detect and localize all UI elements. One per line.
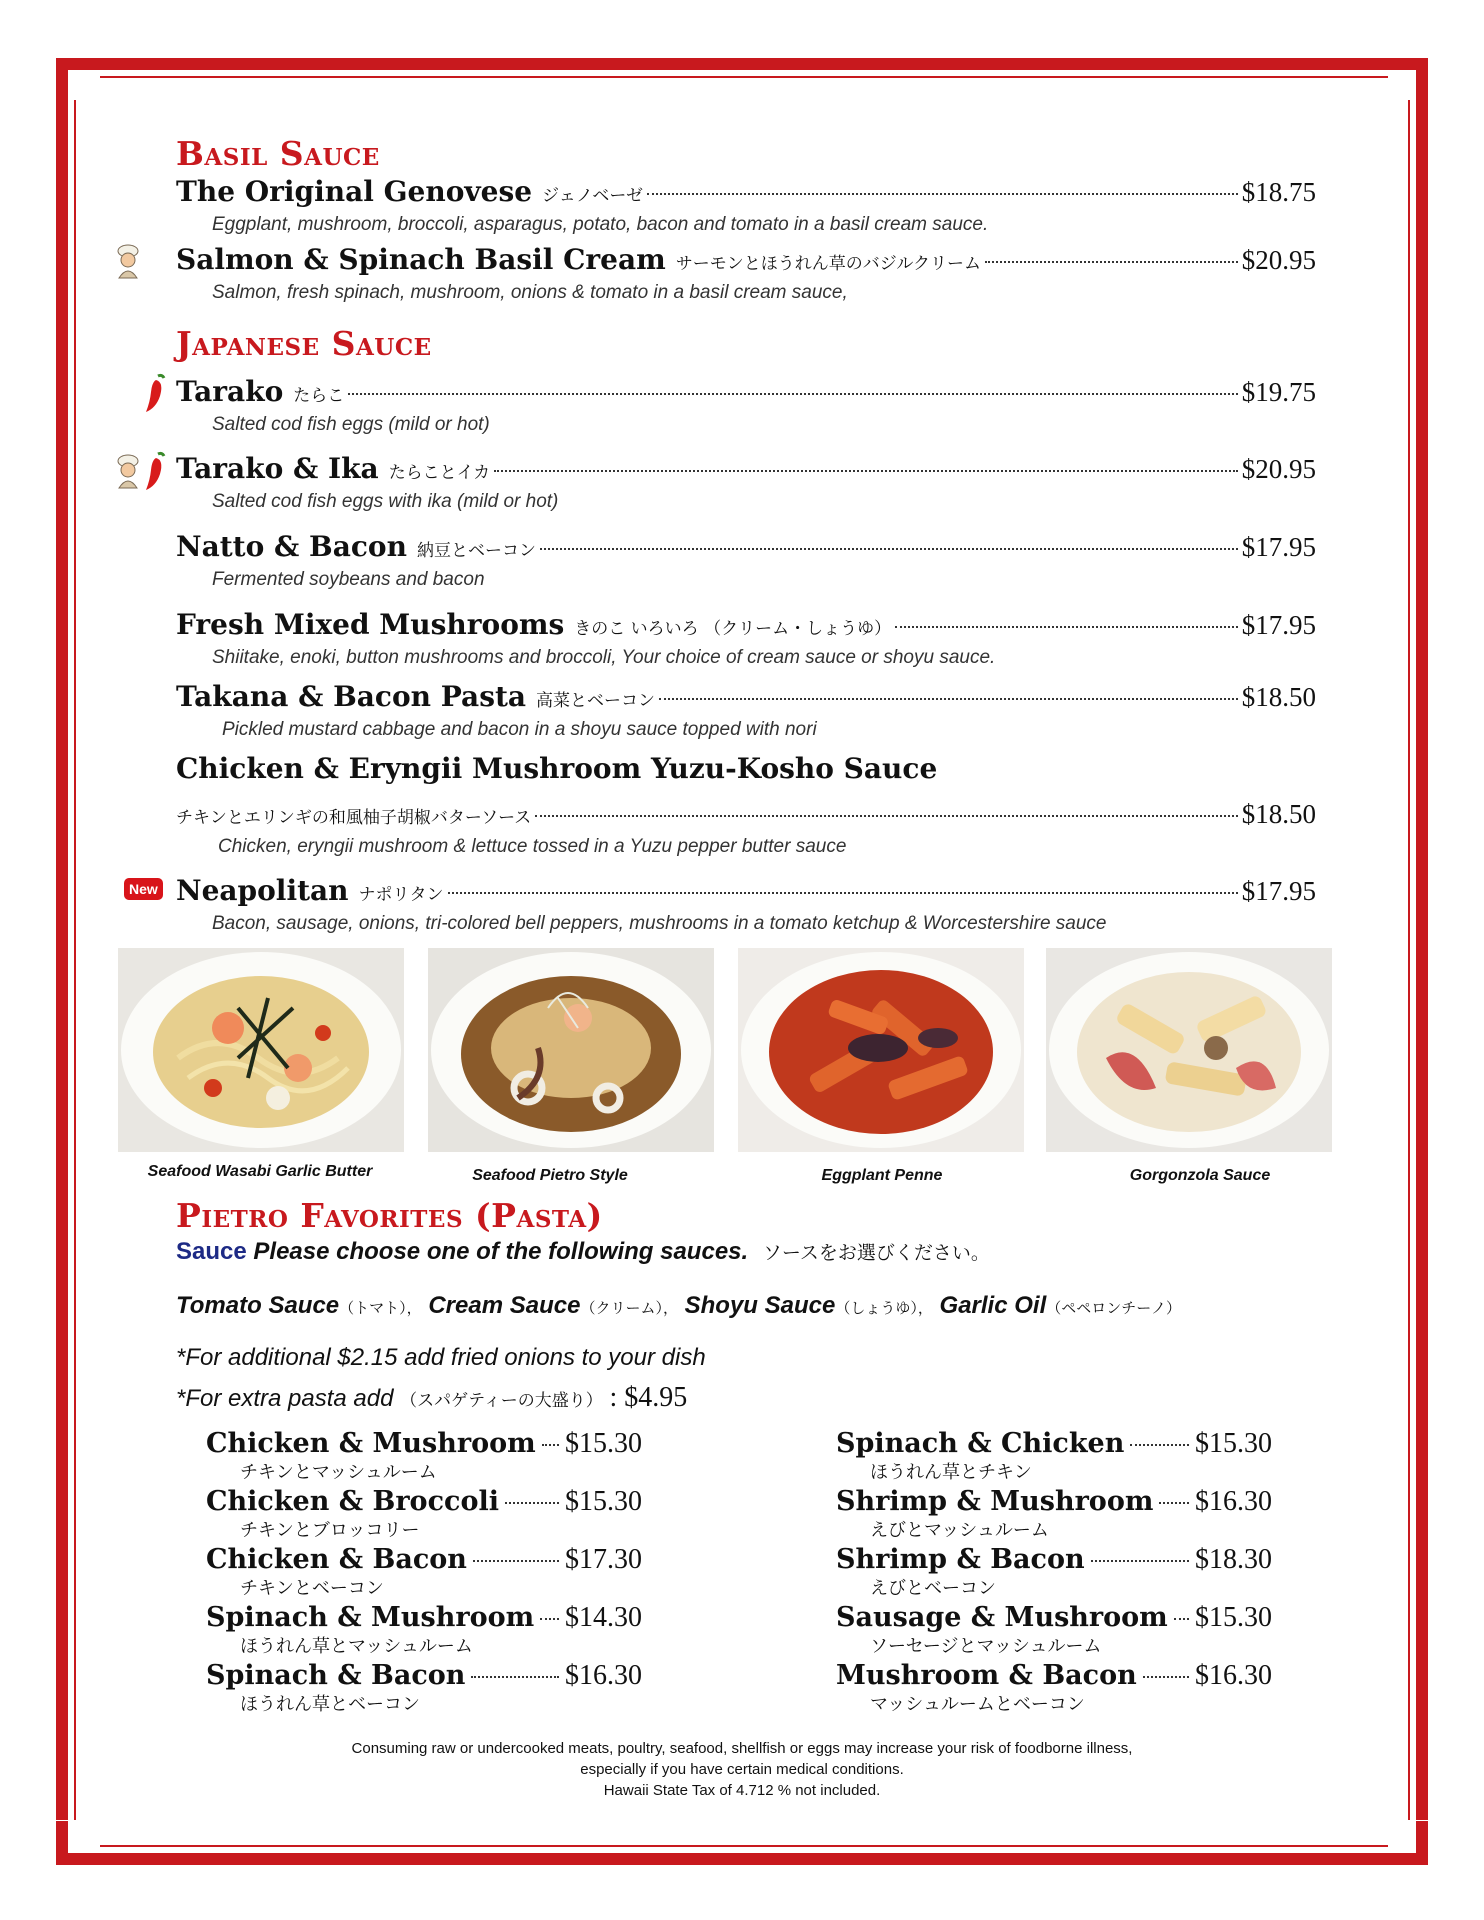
item-price: $17.95 [1241,532,1316,562]
leader-dots [505,1502,559,1504]
frame-corner [1384,58,1428,102]
item-name: Chicken & Eryngii Mushroom Yuzu-Kosho Sauce [176,752,938,785]
dish-photo-gorgonzola [1046,948,1332,1152]
dish-photo-eggplant-penne [738,948,1024,1152]
combo-price: $15.30 [1195,1602,1272,1633]
sauce-option-jp: （クリーム）， [580,1299,678,1317]
leader-dots [985,261,1238,263]
new-badge: New [124,878,163,900]
leader-dots [1159,1502,1189,1504]
leader-dots [448,892,1238,894]
footer-disclaimer [300,1738,1184,1801]
item-price: $18.50 [1241,799,1316,829]
note-extra-pasta-jp: （スパゲティーの大盛り） [400,1391,603,1411]
sauce-option: Tomato Sauce [176,1292,340,1319]
item-price: $20.95 [1241,454,1316,484]
combo-name: Spinach & Chicken [836,1428,1125,1459]
combo-jp: チキンとブロッコリー [240,1520,420,1541]
frame-inner-right [1408,100,1410,1820]
combo-item [836,1486,1272,1542]
item-jp: サーモンとほうれん草のバジルクリーム [675,254,981,274]
item-jp: チキンとエリンギの和風柚子胡椒バターソース [176,808,532,828]
frame-corner [56,1821,100,1865]
combo-name: Shrimp & Bacon [836,1544,1085,1575]
combo-jp: マッシュルームとベーコン [870,1694,1085,1715]
combo-item [206,1486,642,1542]
combo-jp: ほうれん草とチキン [870,1462,1032,1483]
sauce-option: Shoyu Sauce [684,1292,836,1319]
leader-dots [659,698,1238,700]
combo-price: $17.30 [565,1544,642,1575]
footer-line: Consuming raw or undercooked meats, poultry, seafood, shellfish or eggs may increase your risk of foodborne illness, [351,1740,1133,1757]
item-description: Salted cod fish eggs (mild or hot) [212,414,490,435]
combo-jp: えびとベーコン [870,1578,996,1599]
item-price: $20.95 [1241,245,1316,275]
leader-dots [494,470,1238,472]
frame-inner-bottom [100,1845,1388,1847]
item-price: $18.75 [1241,177,1316,207]
item-name: Salmon & Spinach Basil Cream [176,243,666,276]
chef-icon [114,244,142,280]
combo-price: $15.30 [565,1428,642,1459]
photo-caption: Seafood Wasabi Garlic Butter [147,1163,373,1180]
frame-inner-top [100,76,1388,78]
leader-dots [1130,1444,1189,1446]
menu-item [176,175,1316,236]
combo-price: $16.30 [1195,1486,1272,1517]
leader-dots [540,1618,559,1620]
item-description: Pickled mustard cabbage and bacon in a shoyu sauce topped with nori [222,719,817,740]
menu-item [176,452,1316,513]
photo-caption: Gorgonzola Sauce [1129,1167,1271,1184]
item-price: $19.75 [1241,377,1316,407]
item-jp: たらこ [293,386,345,406]
item-name: Tarako [176,375,284,408]
frame-inner-left [74,100,76,1820]
photo-caption: Seafood Pietro Style [472,1167,628,1184]
item-jp: 納豆とベーコン [416,541,536,561]
sauce-instruction-text: Please choose one of the following sauces. [253,1238,749,1265]
leader-dots [895,626,1238,628]
note-fried-onions: *For additional $2.15 add fried onions to your dish [176,1344,706,1371]
combo-price: $15.30 [565,1486,642,1517]
frame-bottom [100,1853,1388,1865]
item-name: The Original Genovese [176,175,533,208]
combo-price: $16.30 [1195,1660,1272,1691]
chili-pepper-icon [142,372,168,414]
footer-tax-line: Hawaii State Tax of 4.712 % not included. [603,1782,881,1799]
combo-jp: ほうれん草とベーコン [240,1694,420,1715]
frame-corner [1384,1821,1428,1865]
combo-name: Chicken & Broccoli [206,1486,499,1517]
leader-dots [348,393,1237,395]
dish-photo-seafood-wasabi [118,948,404,1152]
combo-item [836,1544,1272,1600]
leader-dots [542,1444,559,1446]
item-name: Fresh Mixed Mushrooms [176,608,565,641]
combo-price: $18.30 [1195,1544,1272,1575]
frame-corner [56,58,100,102]
menu-item [176,680,1316,741]
leader-dots [540,548,1238,550]
item-description: Salted cod fish eggs with ika (mild or hot) [212,491,559,512]
item-jp: きのこ いろいろ （クリーム・しょうゆ） [574,619,892,639]
frame-right [1416,100,1428,1820]
item-jp: たらことイカ [388,463,491,483]
item-description: Salmon, fresh spinach, mushroom, onions & tomato in a basil cream sauce, [212,282,848,303]
item-name: Takana & Bacon Pasta [176,680,527,713]
combo-jp: チキンとベーコン [240,1578,384,1599]
combo-name: Chicken & Bacon [206,1544,467,1575]
sauce-instruction-jp: ソースをお選びください。 [762,1242,990,1264]
section-title-japanese: Japanese Sauce [176,324,432,363]
sauce-options [176,1292,1181,1320]
leader-dots [1143,1676,1189,1678]
sauce-label: Sauce [176,1238,247,1265]
item-description: Chicken, eryngii mushroom & lettuce tossed in a Yuzu pepper butter sauce [218,836,847,857]
chili-pepper-icon [142,450,168,492]
menu-item [176,608,1316,669]
combo-name: Spinach & Mushroom [206,1602,535,1633]
section-title-favorites: Pietro Favorites (Pasta) [176,1196,603,1235]
item-price: $18.50 [1241,682,1316,712]
sauce-option-jp: （トマト）， [339,1299,422,1317]
combo-jp: えびとマッシュルーム [870,1520,1049,1541]
combo-item [206,1428,642,1484]
leader-dots [471,1676,559,1678]
combo-name: Spinach & Bacon [206,1660,466,1691]
combo-name: Sausage & Mushroom [836,1602,1168,1633]
combo-item [836,1602,1272,1658]
photo-caption: Eggplant Penne [821,1167,943,1184]
sauce-option: Cream Sauce [428,1292,581,1319]
sauce-option: Garlic Oil [939,1292,1047,1319]
item-description: Eggplant, mushroom, broccoli, asparagus, potato, bacon and tomato in a basil cream sauce. [212,214,989,235]
item-price: $17.95 [1241,876,1316,906]
item-name: Natto & Bacon [176,530,407,563]
note-extra-pasta-text: *For extra pasta add [176,1385,394,1412]
leader-dots [647,193,1238,195]
section-title-basil: Basil Sauce [176,134,380,173]
combo-item [206,1544,642,1600]
combo-jp: ほうれん草とマッシュルーム [240,1636,473,1657]
combo-item [836,1428,1272,1484]
note-extra-pasta-price: : $4.95 [609,1382,688,1413]
combo-price: $14.30 [565,1602,642,1633]
combo-item [206,1660,642,1716]
chef-icon [114,454,142,490]
combo-name: Shrimp & Mushroom [836,1486,1154,1517]
frame-left [56,100,68,1820]
combo-jp: ソーセージとマッシュルーム [870,1636,1102,1657]
item-price: $17.95 [1241,610,1316,640]
combo-price: $15.30 [1195,1428,1272,1459]
item-jp: 高菜とベーコン [536,691,656,711]
item-jp: ジェノベーゼ [542,186,644,206]
combo-name: Mushroom & Bacon [836,1660,1137,1691]
leader-dots [535,815,1237,817]
footer-line: especially if you have certain medical conditions. [580,1761,904,1778]
sauce-option-jp: （ペペロンチーノ） [1046,1299,1181,1317]
note-extra-pasta [176,1382,687,1414]
combo-item [836,1660,1272,1716]
menu-item [176,874,1316,935]
item-description: Shiitake, enoki, button mushrooms and broccoli, Your choice of cream sauce or shoyu sauce. [212,647,996,668]
item-name: Neapolitan [176,874,349,907]
leader-dots [1091,1560,1189,1562]
menu-item [176,243,1316,304]
combo-jp: チキンとマッシュルーム [240,1462,437,1483]
combo-price: $16.30 [565,1660,642,1691]
menu-item [176,530,1316,591]
dish-photo-seafood-pietro [428,948,714,1152]
item-name: Tarako & Ika [176,452,379,485]
frame-top [100,58,1388,70]
item-description: Fermented soybeans and bacon [212,569,485,590]
menu-item [176,375,1316,436]
sauce-option-jp: （しょうゆ）， [835,1299,933,1317]
combo-item [206,1602,642,1658]
sauce-instruction [176,1238,990,1266]
item-description: Bacon, sausage, onions, tri-colored bell peppers, mushrooms in a tomato ketchup & Worcestershire sauce [212,913,1107,934]
combo-name: Chicken & Mushroom [206,1428,536,1459]
item-jp: ナポリタン [358,885,444,905]
leader-dots [1174,1618,1189,1620]
menu-item [176,752,1316,858]
leader-dots [473,1560,559,1562]
